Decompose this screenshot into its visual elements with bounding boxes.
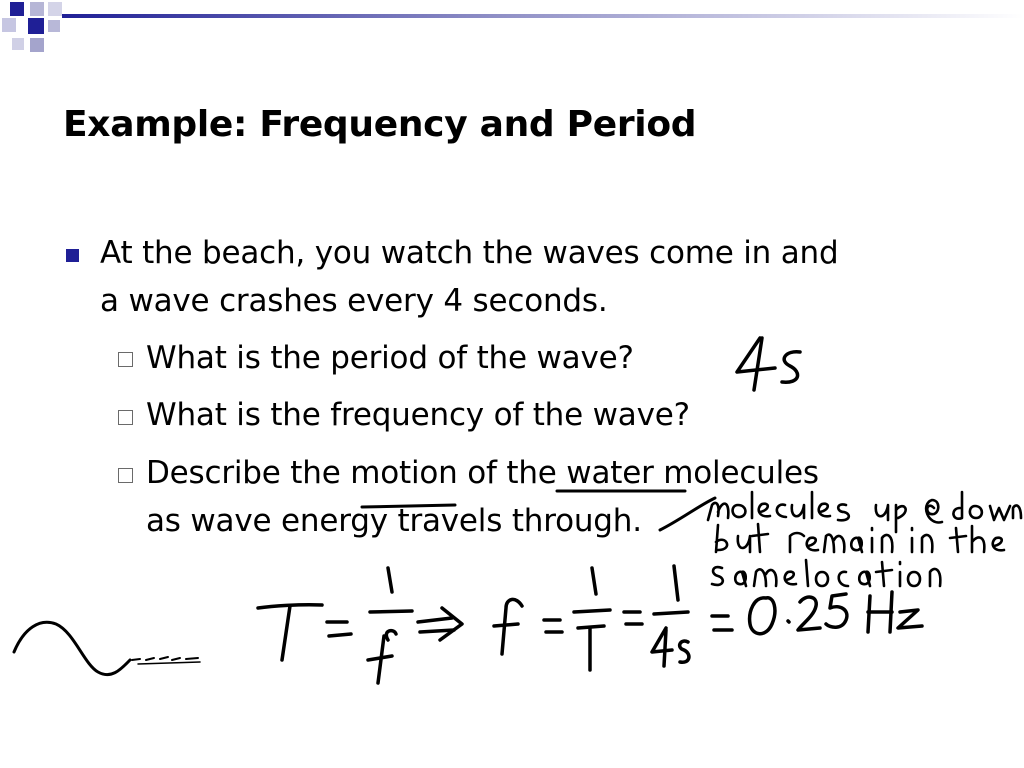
bullet-text-line-1: At the beach, you watch the waves come in and (100, 235, 839, 271)
handwritten-formula (258, 566, 922, 683)
handwritten-wave-sketch (14, 622, 200, 674)
bullet-text-line-2: a wave crashes every 4 seconds. (100, 283, 608, 319)
header-decoration (0, 0, 1024, 60)
slide-title: Example: Frequency and Period (63, 104, 697, 145)
handwritten-period-answer (737, 338, 800, 390)
subitem-motion-question-line-1: Describe the motion of the water molecules (146, 455, 819, 491)
handwritten-motion-note (708, 492, 1021, 586)
subitem-box-icon (118, 410, 133, 425)
handwritten-arrow (660, 498, 715, 530)
subitem-period-question: What is the period of the wave? (146, 340, 634, 376)
subitem-box-icon (118, 468, 133, 483)
subitem-frequency-question: What is the frequency of the wave? (146, 397, 690, 433)
subitem-motion-question-line-2: as wave energy travels through. (146, 503, 642, 539)
subitem-box-icon (118, 352, 133, 367)
bullet-marker (66, 249, 79, 262)
